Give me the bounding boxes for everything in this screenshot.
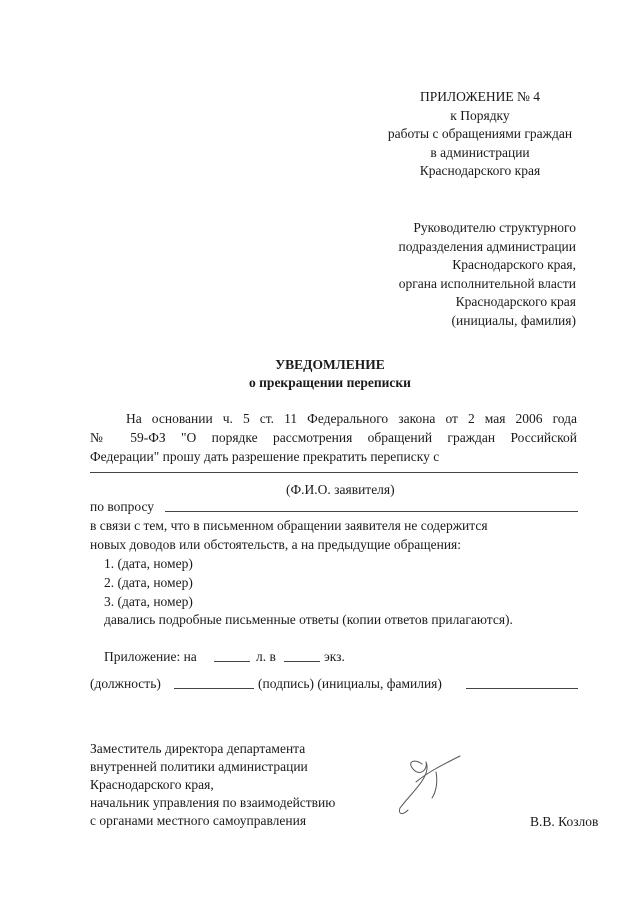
- addressee-block: [320, 219, 576, 330]
- fio-underline: [90, 472, 578, 473]
- signatory-line: Заместитель директора департамента: [90, 741, 306, 756]
- document-title: [180, 356, 480, 392]
- list-item: 1. (дата, номер): [104, 556, 193, 571]
- addressee-line: Руководителю структурного: [413, 220, 576, 235]
- body-line: На основании ч. 5 ст. 11 Федерального закона от 2 мая 2006 года: [126, 411, 577, 426]
- addressee-line: органа исполнительной власти: [398, 275, 576, 291]
- position-label: (должность): [90, 676, 161, 691]
- signatory-line: с органами местного самоуправления: [90, 813, 307, 828]
- title-sub: о прекращении переписки: [249, 375, 411, 390]
- fio-caption: (Ф.И.О. заявителя): [286, 482, 395, 497]
- appendix-ref: Краснодарского края: [419, 163, 541, 178]
- addressee-line: (инициалы, фамилия): [451, 312, 576, 328]
- addressee-line: Краснодарского края: [455, 294, 576, 309]
- signatory-line: внутренней политики администрации: [90, 759, 308, 774]
- appendix-ref: к Порядку: [450, 107, 510, 123]
- position-blank: [174, 688, 254, 689]
- body-line: № 59-ФЗ "О порядке рассмотрения обращений граждан Российской: [90, 430, 577, 445]
- list-item: 2. (дата, номер): [104, 575, 193, 590]
- attachment-mid: л. в: [256, 649, 276, 664]
- title-main: УВЕДОМЛЕНИЕ: [275, 357, 385, 372]
- question-label: по вопросу: [90, 499, 155, 514]
- addressee-line: подразделения администрации: [398, 238, 576, 254]
- name-blank: [466, 688, 578, 689]
- addressee-line: Краснодарского края,: [452, 257, 576, 272]
- appendix-number: ПРИЛОЖЕНИЕ № 4: [419, 89, 541, 104]
- list-item: 3. (дата, номер): [104, 594, 193, 609]
- sign-label: (подпись) (инициалы, фамилия): [258, 676, 442, 691]
- body-line: в связи с тем, что в письменном обращении заявителя не содержится: [90, 518, 488, 533]
- body-line: Федерации" прошу дать разрешение прекратить переписку с: [90, 449, 440, 464]
- body-paragraph: [90, 409, 577, 466]
- body-line: новых доводов или обстоятельств, а на предыдущие обращения:: [90, 537, 462, 552]
- signatory-block: [90, 740, 335, 830]
- signatory-line: начальник управления по взаимодействию: [90, 795, 336, 810]
- copies-blank: [284, 661, 320, 662]
- body-line: давались подробные письменные ответы (копии ответов прилагаются).: [104, 612, 513, 627]
- attachment-prefix: Приложение: на: [104, 649, 197, 664]
- attachment-suffix: экз.: [324, 649, 345, 664]
- question-underline: [165, 511, 578, 512]
- appendix-ref: работы с обращениями граждан: [387, 126, 573, 141]
- signatory-line: Краснодарского края,: [90, 777, 214, 792]
- appendix-header: [340, 88, 620, 181]
- signatory-name: В.В. Козлов: [530, 814, 599, 829]
- pages-blank: [214, 661, 250, 662]
- appendix-ref: в администрации: [430, 144, 530, 160]
- handwritten-signature: [392, 752, 472, 824]
